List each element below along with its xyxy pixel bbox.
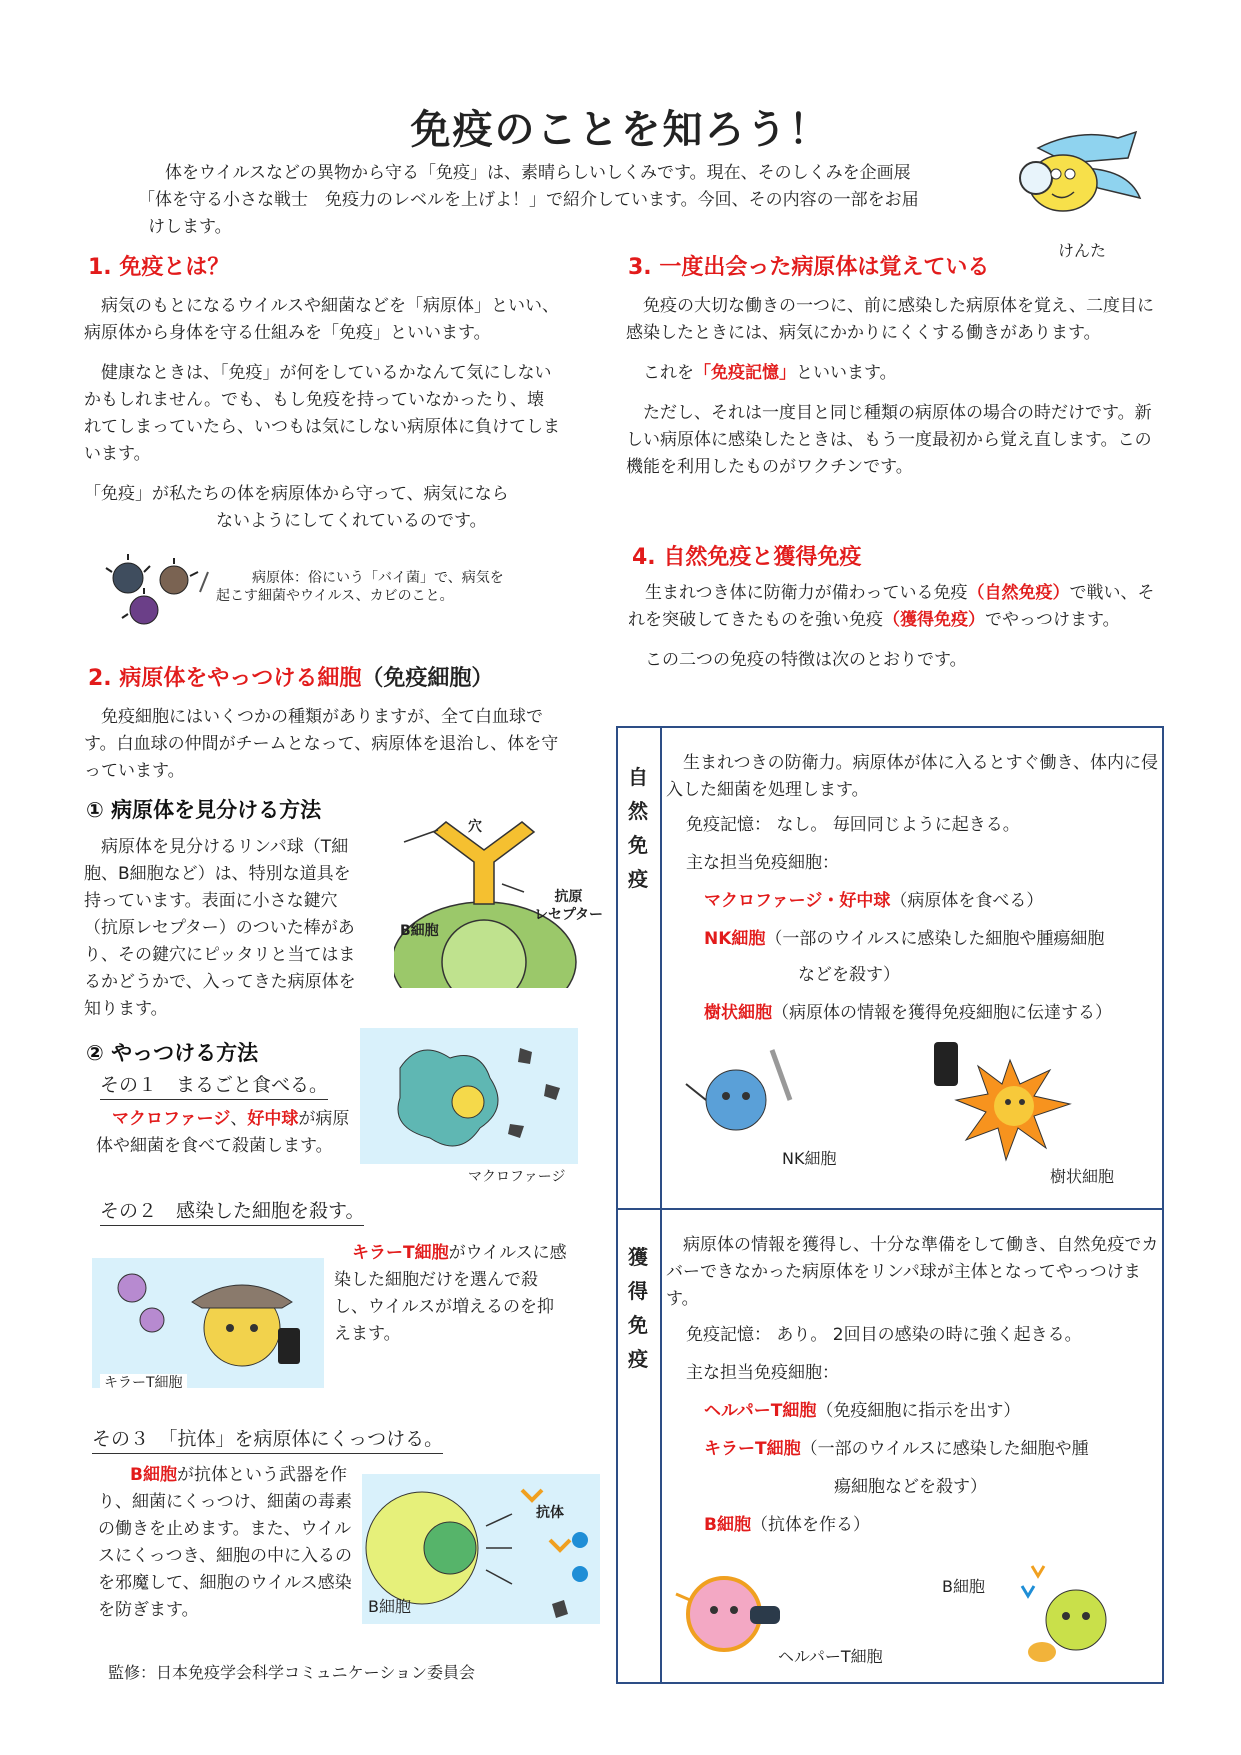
helper-t-cell-caption: ヘルパーT細胞 bbox=[778, 1647, 883, 1666]
macrophage-caption: マクロファージ bbox=[468, 1169, 566, 1185]
method-1-rest: が病原体や細菌を食べて殺菌します。 bbox=[96, 1109, 350, 1156]
subheading-identify: ① 病原体を見分ける方法 bbox=[86, 798, 322, 822]
method-1-title: その１ まるごと食べる。 bbox=[100, 1070, 328, 1100]
acquired-cell-bcell-role: （抗体を作る） bbox=[750, 1515, 870, 1535]
section-4-p1-a: 生まれつき体に防衛力が備わっている免疫 bbox=[628, 583, 968, 603]
page-title: 免疫のことを知ろう！ bbox=[410, 107, 831, 153]
acquired-cell-killer-t-role-cont: 瘍細胞などを殺す） bbox=[834, 1477, 987, 1497]
section-1-paragraph-1: 病気のもとになるウイルスや細菌などを「病原体」といい、病原体から身体を守る仕組みを「免疫」といいます。 bbox=[84, 296, 559, 343]
section-2-heading-main: 2. 病原体をやっつける細胞 bbox=[88, 666, 362, 691]
innate-cell-dendritic bbox=[704, 1000, 1112, 1027]
pathogen-note-line-1: 病原体：俗にいう「バイ菌」で、病気を bbox=[252, 570, 504, 586]
section-4-paragraph-1 bbox=[628, 580, 1168, 634]
innate-cell-dendritic-role: （病原体の情報を獲得免疫細胞に伝達する） bbox=[772, 1003, 1112, 1023]
intro-line-2: 「体を守る小さな戦士 免疫力のレベルを上げよ！」で紹介しています。今回、その内容の一部をお届 bbox=[138, 190, 919, 210]
innate-cell-dendritic-name: 樹状細胞 bbox=[704, 1003, 772, 1023]
dendritic-cell-caption: 樹状細胞 bbox=[1050, 1167, 1115, 1186]
section-2-heading bbox=[88, 661, 493, 692]
section-2-heading-paren: （免疫細胞） bbox=[361, 666, 494, 691]
method-2-title: その２ 感染した細胞を殺す。 bbox=[100, 1196, 364, 1226]
mascot-name: けんた bbox=[1058, 241, 1107, 260]
method-2-red-killer-t: キラーT細胞 bbox=[352, 1243, 449, 1263]
box-vertical-divider bbox=[660, 726, 662, 1684]
method-1-text bbox=[96, 1106, 358, 1160]
intro-line-1: 体をウイルスなどの異物から守る「免疫」は、素晴らしいしくみです。現在、そのしくみを企画展 bbox=[165, 163, 911, 183]
innate-cell-macrophage-name: マクロファージ・好中球 bbox=[704, 891, 891, 911]
section-4-heading: 4. 自然免疫と獲得免疫 bbox=[632, 545, 862, 570]
diagram-bcell-label: B細胞 bbox=[400, 923, 439, 939]
intro-text bbox=[138, 160, 1008, 241]
box-horizontal-divider bbox=[616, 1208, 1164, 1210]
acquired-immunity-label: 獲 得 免 疫 bbox=[628, 1245, 648, 1371]
acquired-cell-bcell-name: B細胞 bbox=[704, 1515, 751, 1535]
diagram-receptor-label bbox=[534, 888, 603, 924]
acquired-cell-bcell bbox=[704, 1512, 870, 1539]
section-4-body bbox=[628, 580, 1168, 687]
bcell-caption: B細胞 bbox=[368, 1597, 411, 1616]
bcell-box-caption: B細胞 bbox=[942, 1577, 985, 1596]
section-3-heading: 3. 一度出会った病原体は覚えている bbox=[628, 255, 990, 280]
method-1-red-neutrophil: 好中球 bbox=[247, 1109, 299, 1129]
acquired-description: 病原体の情報を獲得し、十分な準備をして働き、自然免疫でカバーできなかった病原体をリンパ球が主体となってやっつけます。 bbox=[666, 1235, 1159, 1309]
killer-t-illustration bbox=[92, 1258, 324, 1388]
section-3-p2-end: といいます。 bbox=[796, 363, 897, 383]
killer-t-caption: キラーT細胞 bbox=[100, 1374, 187, 1392]
innate-cell-nk bbox=[704, 926, 1104, 953]
bcell-character-icon bbox=[1012, 1556, 1142, 1664]
innate-cell-macrophage-role: （病原体を食べる） bbox=[890, 891, 1044, 911]
identify-text: 病原体を見分けるリンパ球（T細胞、B細胞など）は、特別な道具を持っています。表面に小さな鍵穴（抗原レセプター）のついた棒があり、その鍵穴にピッタリと当てはまるかどうかで、入ってきた病原体を知ります。 bbox=[84, 837, 356, 1019]
section-3-body bbox=[626, 293, 1166, 494]
method-1-red-macrophage: マクロファージ bbox=[112, 1109, 231, 1129]
subheading-attack: ② やっつける方法 bbox=[86, 1041, 259, 1065]
innate-memory: 免疫記憶： なし。 毎回同じように起きる。 bbox=[686, 815, 1020, 835]
innate-immunity-term: （自然免疫） bbox=[967, 583, 1070, 603]
acquired-cell-killer-t-role: （一部のウイルスに感染した細胞や腫 bbox=[800, 1439, 1089, 1459]
acquired-cell-helper-t-name: ヘルパーT細胞 bbox=[704, 1401, 817, 1421]
acquired-cell-helper-t-role: （免疫細胞に指示を出す） bbox=[816, 1401, 1021, 1421]
section-1-paragraph-3a: 「免疫」が私たちの体を病原体から守って、病気になら bbox=[84, 484, 509, 504]
acquired-cell-helper-t bbox=[704, 1398, 1020, 1425]
section-4-paragraph-2: この二つの免疫の特徴は次のとおりです。 bbox=[628, 650, 967, 670]
immune-memory-term: 「免疫記憶」 bbox=[694, 363, 796, 383]
innate-description: 生まれつきの防衛力。病原体が体に入るとすぐ働き、体内に侵入した細菌を処理します。 bbox=[666, 753, 1158, 800]
section-3-paragraph-1: 免疫の大切な働きの一つに、前に感染した病原体を覚え、二度目に感染したときには、病気にかかりにくくする働きがあります。 bbox=[626, 296, 1155, 343]
killer-t-cell-icon bbox=[92, 1258, 324, 1388]
method-3-rest: が抗体という武器を作り、細菌にくっつけ、細菌の毒素の働きを止めます。また、ウイルスにくっつき、細胞の中に入るのを邪魔して、細胞のウイルス感染を防ぎます。 bbox=[98, 1465, 352, 1620]
innate-cell-nk-role: （一部のウイルスに感染した細胞や腫瘍細胞 bbox=[765, 929, 1105, 949]
acquired-cell-killer-t bbox=[704, 1436, 1089, 1463]
section-1-heading: 1. 免疫とは？ bbox=[88, 255, 230, 280]
macrophage-illustration bbox=[360, 1028, 578, 1164]
acquired-cell-killer-t-name: キラーT細胞 bbox=[704, 1439, 801, 1459]
section-4-p1-c: でやっつけます。 bbox=[985, 610, 1120, 630]
nk-cell-caption: NK細胞 bbox=[782, 1149, 837, 1168]
innate-cells-title: 主な担当免疫細胞： bbox=[686, 853, 839, 873]
section-3-paragraph-3: ただし、それは一度目と同じ種類の病原体の場合の時だけです。新しい病原体に感染したときは、もう一度最初から覚え直します。この機能を利用したものがワクチンです。 bbox=[626, 403, 1152, 477]
innate-immunity-label: 自 然 免 疫 bbox=[628, 765, 648, 891]
acquired-immunity-term: （獲得免疫） bbox=[883, 610, 985, 630]
dendritic-cell-icon bbox=[930, 1040, 1100, 1170]
mascot-kenta-icon bbox=[1008, 128, 1148, 228]
pathogen-note-line-2: 起こす細菌やウイルス、カビのこと。 bbox=[216, 588, 454, 604]
acquired-cells-title: 主な担当免疫細胞： bbox=[686, 1363, 839, 1383]
section-4-p1-b: で戦い、それを突破してきたものを強い免疫 bbox=[628, 583, 1155, 630]
innate-cell-nk-role-cont: などを殺す） bbox=[798, 965, 900, 985]
section-1-paragraph-3b: ないようにしてくれているのです。 bbox=[216, 511, 487, 531]
diagram-receptor-label-line-1: 抗原 bbox=[554, 889, 583, 905]
section-1-body bbox=[84, 293, 560, 535]
diagram-hole-label: 穴 bbox=[468, 819, 482, 835]
antibody-label: 抗体 bbox=[536, 1505, 564, 1521]
macrophage-icon bbox=[360, 1028, 578, 1164]
section-2-paragraph-1: 免疫細胞にはいくつかの種類がありますが、全て白血球です。白血球の仲間がチームとなって、病原体を退治し、体を守っています。 bbox=[84, 707, 559, 781]
innate-cell-macrophage bbox=[704, 888, 1043, 915]
method-2-text bbox=[334, 1240, 570, 1348]
nk-cell-icon bbox=[680, 1040, 810, 1146]
supervision-credit: 監修：日本免疫学会科学コミュニケーション委員会 bbox=[108, 1663, 476, 1682]
innate-cell-nk-name: NK細胞 bbox=[704, 929, 766, 949]
method-3-text bbox=[98, 1462, 358, 1624]
method-1-separator: 、 bbox=[230, 1109, 248, 1129]
section-1-paragraph-2: 健康なときは、「免疫」が何をしているかなんて気にしないかもしれません。でも、もし免疫を持っていなかったり、壊れてしまっていたら、いつもは気にしない病原体に負けてしまいます。 bbox=[84, 363, 560, 464]
method-3-title: その３ 「抗体」を病原体にくっつける。 bbox=[92, 1424, 443, 1454]
germs-icon bbox=[104, 552, 216, 632]
pathogen-note bbox=[216, 569, 556, 605]
diagram-receptor-label-line-2: レセプター bbox=[534, 907, 604, 923]
intro-line-3: けします。 bbox=[148, 217, 232, 237]
section-3-p2-start: これを bbox=[626, 363, 694, 383]
acquired-memory: 免疫記憶： あり。 2回目の感染の時に強く起きる。 bbox=[686, 1325, 1082, 1345]
section-3-paragraph-2 bbox=[626, 360, 1166, 387]
method-2-rest: がウイルスに感染した細胞だけを選んで殺し、ウイルスが増えるのを抑えます。 bbox=[334, 1243, 567, 1344]
method-3-red-bcell: B細胞 bbox=[130, 1465, 177, 1485]
